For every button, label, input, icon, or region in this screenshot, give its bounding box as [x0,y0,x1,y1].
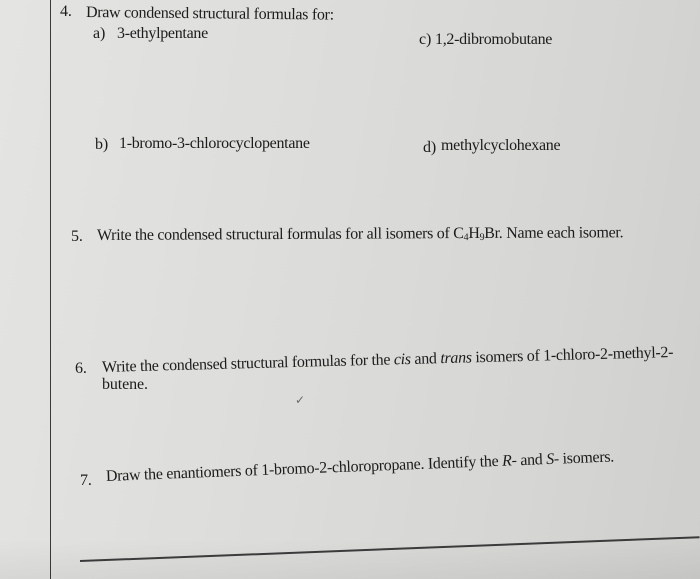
q4c-text: 1,2-dibromobutane [435,31,553,48]
q6-line1: Write the condensed structural formulas for the cis and trans isomers of 1-chloro-2-methyl-2- [101,344,674,376]
q4d-text: methylcyclohexane [441,137,561,154]
q5-number: 5. [71,228,83,245]
q4d-label: d) [423,139,437,156]
q4b-text: 1-bromo-3-chlorocyclopentane [119,135,310,152]
q7-text: Draw the enantiomers of 1-bromo-2-chloropropane. Identify the R- and S- isomers. [105,448,615,485]
q4a-text: 3-ethylpentane [117,25,208,42]
pen-mark: ✓ [295,393,306,407]
q4-prompt: Draw condensed structural formulas for: [85,4,334,24]
q4b-label: b) [95,136,109,153]
q4a-label: a) [93,25,106,42]
q4-number: 4. [60,3,72,20]
margin-line [50,0,51,579]
q7-number: 7. [80,472,92,489]
q4c-label: c) [419,31,432,48]
q5-text: Write the condensed structural formulas for all isomers of $C_4H_9Br$. Name each isomer. [96,224,624,244]
q6-line2: butene. [102,376,148,393]
q6-number: 6. [75,360,87,377]
